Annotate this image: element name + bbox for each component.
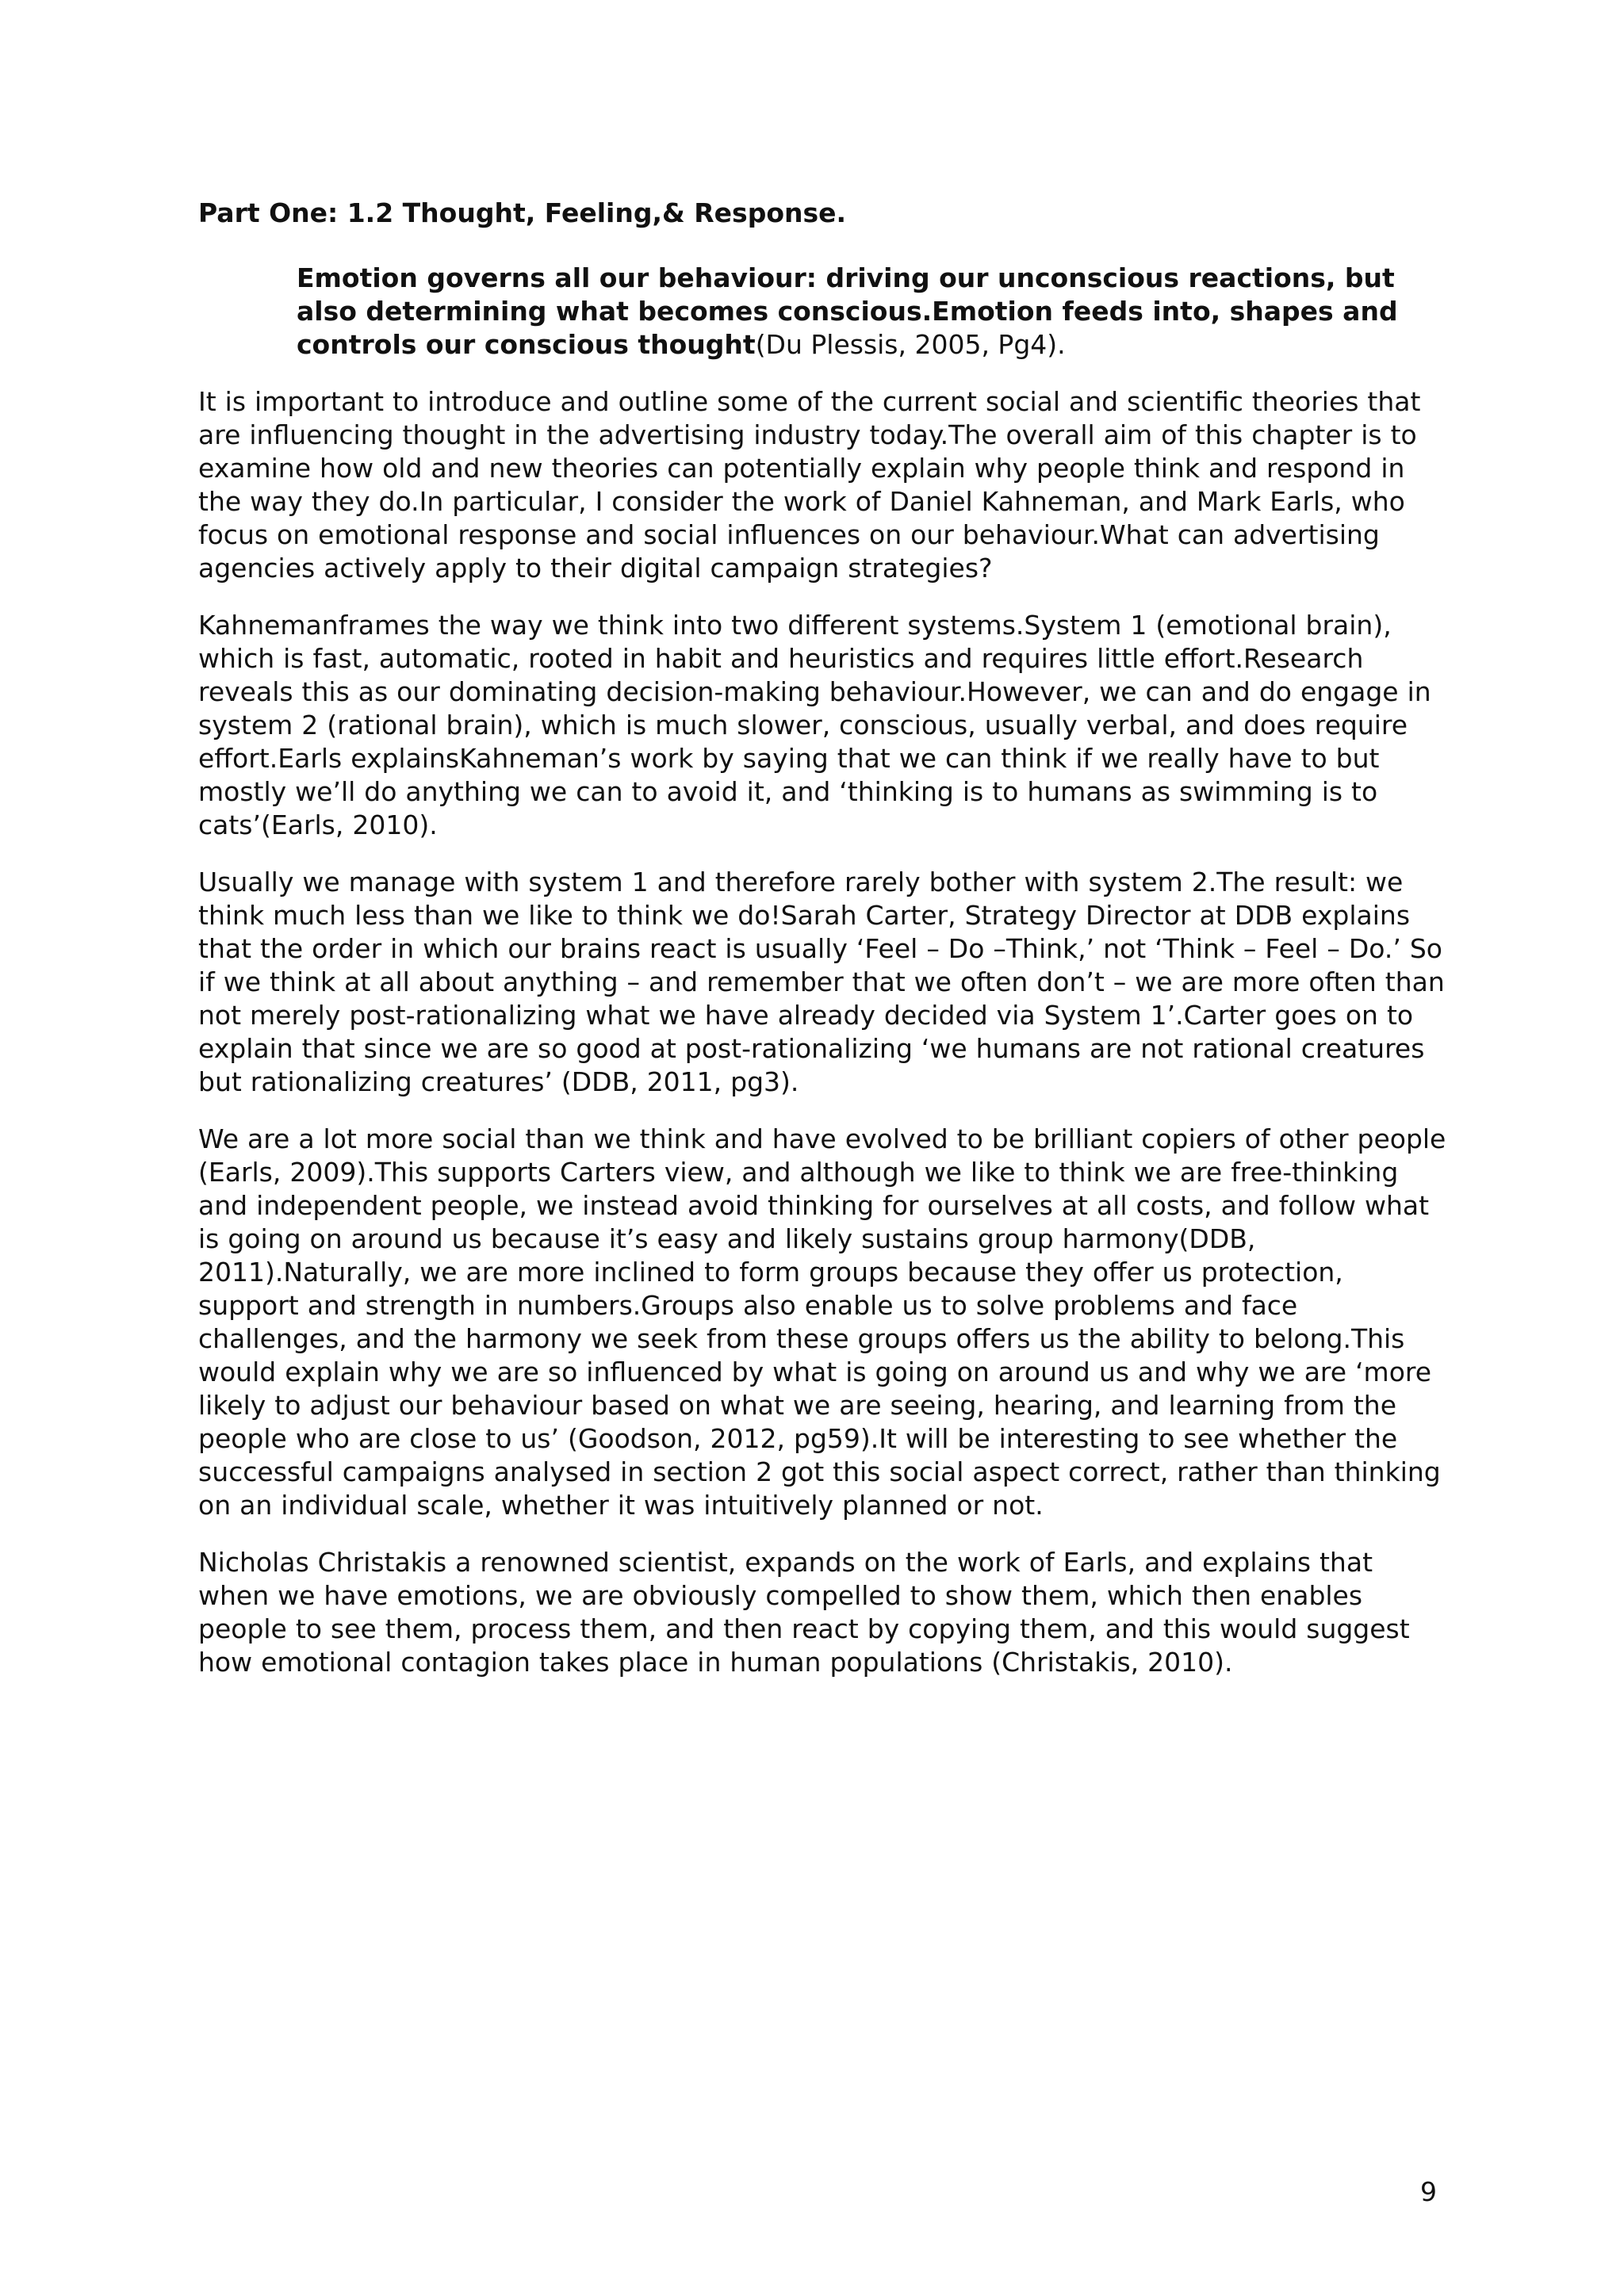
- paragraph-christakis: Nicholas Christakis a renowned scientist, expands on the work of Earls, and explains that when we have emotions, we are obviously compelled to show them, which then enables people to see them, process them, and then react by copying them, and this would suggest how emotional contagion takes place in human populations (Christakis, 2010).: [198, 1547, 1410, 1678]
- document-page: [198, 197, 1451, 1703]
- paragraph-intro: It is important to introduce and outline some of the current social and scientific theories that are influencing thought in the advertising industry today.The overall aim of this chapter is to examine how old and new theories can potentially explain why people think and respond in the way they do.In particular, I consider the work of Daniel Kahneman, and Mark Earls, who focus on emotional response and social influences on our behaviour.What can advertising agencies actively apply to their digital campaign strategies?: [198, 386, 1421, 584]
- paragraph-system-one: Usually we manage with system 1 and therefore rarely bother with system 2.The result: we think much less than we like to think we do!Sarah Carter, Strategy Director at DDB explains that the order in which our brains react is usually ‘Feel – Do –Think,’ not ‘Think – Feel – Do.’ So if we think at all about anything – and remember that we often don’t – we are more often than not merely post-rationalizing what we have already decided via System 1’.Carter goes on to explain that since we are so good at post-rationalizing ‘we humans are not rational creatures but rationalizing creatures’ (DDB, 2011, pg3).: [198, 867, 1445, 1097]
- quote-citation: (Du Plessis, 2005, Pg4).: [755, 329, 1066, 360]
- quote-text: Emotion governs all our behaviour: driving our unconscious reactions, but also determining what becomes conscious.Emotion feeds into, shapes and controls our conscious thought: [297, 262, 1398, 360]
- paragraph-social: We are a lot more social than we think and have evolved to be brilliant copiers of other people (Earls, 2009).This supports Carters view, and although we like to think we are free-thinking and independent people, we instead avoid thinking for ourselves at all costs, and follow what is going on around us because it’s easy and likely sustains group harmony(DDB, 2011).Naturally, we are more inclined to form groups because they offer us protection, support and strength in numbers.Groups also enable us to solve problems and face challenges, and the harmony we seek from these groups offers us the ability to belong.This would explain why we are so influenced by what is going on around us and why we are ‘more likely to adjust our behaviour based on what we are seeing, hearing, and learning from the people who are close to us’ (Goodson, 2012, pg59).It will be interesting to see whether the successful campaigns analysed in section 2 got this social aspect correct, rather than thinking on an individual scale, whether it was intuitively planned or not.: [198, 1123, 1446, 1521]
- block-quote: [297, 262, 1451, 362]
- page-number: 9: [1420, 2176, 1437, 2207]
- paragraph-kahneman: Kahnemanframes the way we think into two different systems.System 1 (emotional brain), which is fast, automatic, rooted in habit and heuristics and requires little effort.Research reveals this as our dominating decision-making behaviour.However, we can and do engage in system 2 (rational brain), which is much slower, conscious, usually verbal, and does require effort.Earls explainsKahneman’s work by saying that we can think if we really have to but mostly we’ll do anything we can to avoid it, and ‘thinking is to humans as swimming is to cats’(Earls, 2010).: [198, 610, 1431, 840]
- section-heading: Part One: 1.2 Thought, Feeling,& Response.: [198, 197, 847, 228]
